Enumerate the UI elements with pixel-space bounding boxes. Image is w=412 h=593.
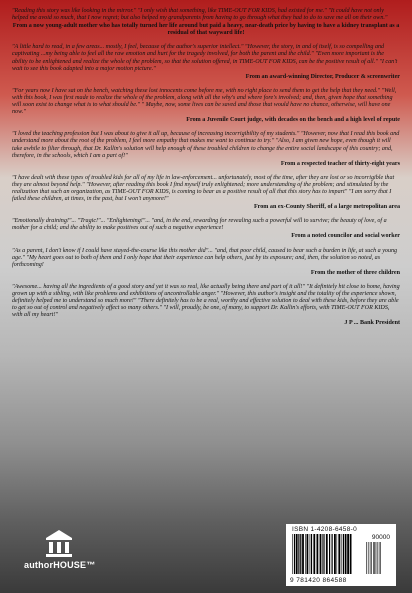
barcode-bar xyxy=(374,542,375,574)
barcode-bar xyxy=(329,534,330,574)
barcode-addon-bars xyxy=(366,542,390,576)
publisher-logo xyxy=(24,528,94,570)
review-5 xyxy=(12,175,400,211)
review-quote: "Emotionally draining!"... "Tragic!"... "Enlightening!"... "and, in the end, rewarding for revealing such a powerful will to survive; the beauty of love, of a mother for a child; and the ability to make positives out of such a negative experience! xyxy=(12,218,387,232)
isbn-barcode xyxy=(286,524,396,586)
barcode-bar xyxy=(368,542,369,574)
review-quote: "A little hard to read, in a few areas... mostly, I feel, because of the author's superior intellect." "However, the story, in and of itself, is so compelling and captivating ...my being able to feel all the raw emotion and hurt for the tragedy involved, for both the parent and the child." "Even more important is the ability to be enlightened and realize the whole of the problem, so that the solution offered, in TIME-OUT FOR KIDS, can be the positive result of all." "I can't wait to see this book adapted into a major motion picture." xyxy=(12,44,398,72)
barcode-bar xyxy=(343,534,344,574)
barcode-digits: 9 781420 864588 xyxy=(290,577,347,584)
review-quote: "As a parent, I don't know if I could have stayed-the-course like this mother did"... "and, that poor child, caused to bear such a burden in life, at such a young age." "My heart goes out to both of them and I only hope that their experience can help others, just by its exposure; and, then, the solution so noted, as forthcoming! xyxy=(12,247,398,268)
review-attribution: From an award-winning Director, Producer & screenwriter xyxy=(245,73,400,80)
review-quote: "For years now I have sat on the bench, watching these lost innocents come before me, with no right place to send them to get the help that they need." "Well, with this book, I was first made to realize the whole of the problem, along with all the why's and where fore's involved; and, then, given hope that something will soon exist to change what is to what should be." " Maybe, now, some lives can be saved and those that would have no chance, otherwise, will have one now." xyxy=(12,87,397,116)
review-1 xyxy=(12,8,400,37)
barcode-bar xyxy=(323,534,324,574)
barcode-bar xyxy=(292,534,293,574)
barcode-bar xyxy=(334,534,336,574)
review-quote: "I have dealt with these types of troubled kids for all of my life in law-enforcement... unfortunately, most of the time, after they are lost or so incorrigible that they are almost beyond help." "However, after reading this book I find myself truly enlightened; more understanding of the problem; and stimulated by the realization that such an organization, as TIME-OUT FOR KIDS, is coming to bear as a positive result of all that this story has to impart" "I am sorry that I failed these children, at times, in the past, but I won't anymore!" xyxy=(12,174,395,203)
barcode-bars xyxy=(292,534,364,576)
barcode-bar xyxy=(305,534,306,574)
barcode-bar xyxy=(322,534,323,574)
review-6 xyxy=(12,218,400,240)
barcode-bar xyxy=(366,542,367,574)
barcode-bar xyxy=(302,534,304,574)
back-cover-reviews xyxy=(12,8,400,334)
isbn-label: ISBN 1-4208-6458-0 xyxy=(292,526,358,533)
review-attribution: From the mother of three children xyxy=(310,269,400,276)
barcode-bar xyxy=(380,542,381,574)
review-attribution: J P ... Bank President xyxy=(344,320,400,327)
barcode-bar xyxy=(347,534,349,574)
barcode-bar xyxy=(371,542,372,574)
review-attribution: From an ex-County Sheriff, of a large metropolitan area xyxy=(253,204,400,211)
barcode-bar xyxy=(377,542,378,574)
review-3 xyxy=(12,88,400,124)
barcode-bar xyxy=(296,534,298,574)
review-8 xyxy=(12,284,400,328)
pillared-building-icon xyxy=(42,528,76,558)
barcode-bar xyxy=(313,534,315,574)
publisher-name: authorHOUSE™ xyxy=(24,560,96,570)
barcode-bar xyxy=(294,534,295,574)
review-quote: "I loved the teaching profession but I was about to give it all up, because of increasing incorrigibility of my students." "However, now that I read this book and understand more about the root of the problem, I feel more empathy that makes me want to continue to try." "Also, I am given new hope, even though it will take awhile to filter through, that Dr. Kallin's solution will help enough of these troubled children to change the entire social landscape of this country; and, therefore, in the schools, which I am a part of!" xyxy=(12,131,400,159)
review-4 xyxy=(12,131,400,167)
barcode-bar xyxy=(345,534,347,574)
barcode-bar xyxy=(370,542,371,574)
barcode-bar xyxy=(332,534,333,574)
barcode-bar xyxy=(376,542,377,574)
barcode-bar xyxy=(320,534,322,574)
review-attribution: From a respected teacher of thirty-eight years xyxy=(280,160,400,167)
barcode-bar xyxy=(337,534,338,574)
barcode-bar xyxy=(341,534,342,574)
barcode-bar xyxy=(338,534,340,574)
review-quote: "Reading this story was like looking in the mirror." "I only wish that something, like TIME-OUT FOR KIDS, had existed for me." "It could have not only helped me avoid so much, that I now regret; but also helped my grandparents from having to go through what they had to do to save me all on their own." xyxy=(12,8,388,22)
barcode-bar xyxy=(373,542,374,574)
review-2 xyxy=(12,44,400,80)
review-attribution: From a noted councilor and social worker xyxy=(291,233,400,240)
price-code: 90000 xyxy=(371,534,390,541)
barcode-bar xyxy=(350,534,352,574)
review-quote: "Awesome... having all the ingredients of a good story and yet it was so real, like actually being there and part of it all!" "It definitely hit close to home, having grown up with a sibling, with like problems and exhibitions of uncontrollable anger." "However, this author's insight and the totality of the experience shown, definitely helped me to understand so much more!" "There definitely has to be a real, worthy and effective solution to deal with these kids, before they are able to get so out of control and negatively affect so many others." "I will, proudly, be one, of many, to support Dr. Kallin's efforts, with TIME-OUT FOR KIDS, with all my heart!" xyxy=(12,283,400,319)
barcode-bar xyxy=(317,534,319,574)
barcode-bar xyxy=(298,534,299,574)
review-7 xyxy=(12,248,400,277)
barcode-bar xyxy=(326,534,328,574)
review-attribution: From a Juvenile Court judge, with decades on the bench and a high level of repute xyxy=(186,117,400,124)
review-attribution: From a now young-adult mother who has totally turned her life around but paid a heavy, near-death price by having to have a kidney transplant as a residual of that wayward life! xyxy=(12,23,400,37)
barcode-bar xyxy=(300,534,301,574)
barcode-bar xyxy=(311,534,312,574)
barcode-bar xyxy=(379,542,380,574)
barcode-bar xyxy=(310,534,311,574)
barcode-bar xyxy=(307,534,309,574)
